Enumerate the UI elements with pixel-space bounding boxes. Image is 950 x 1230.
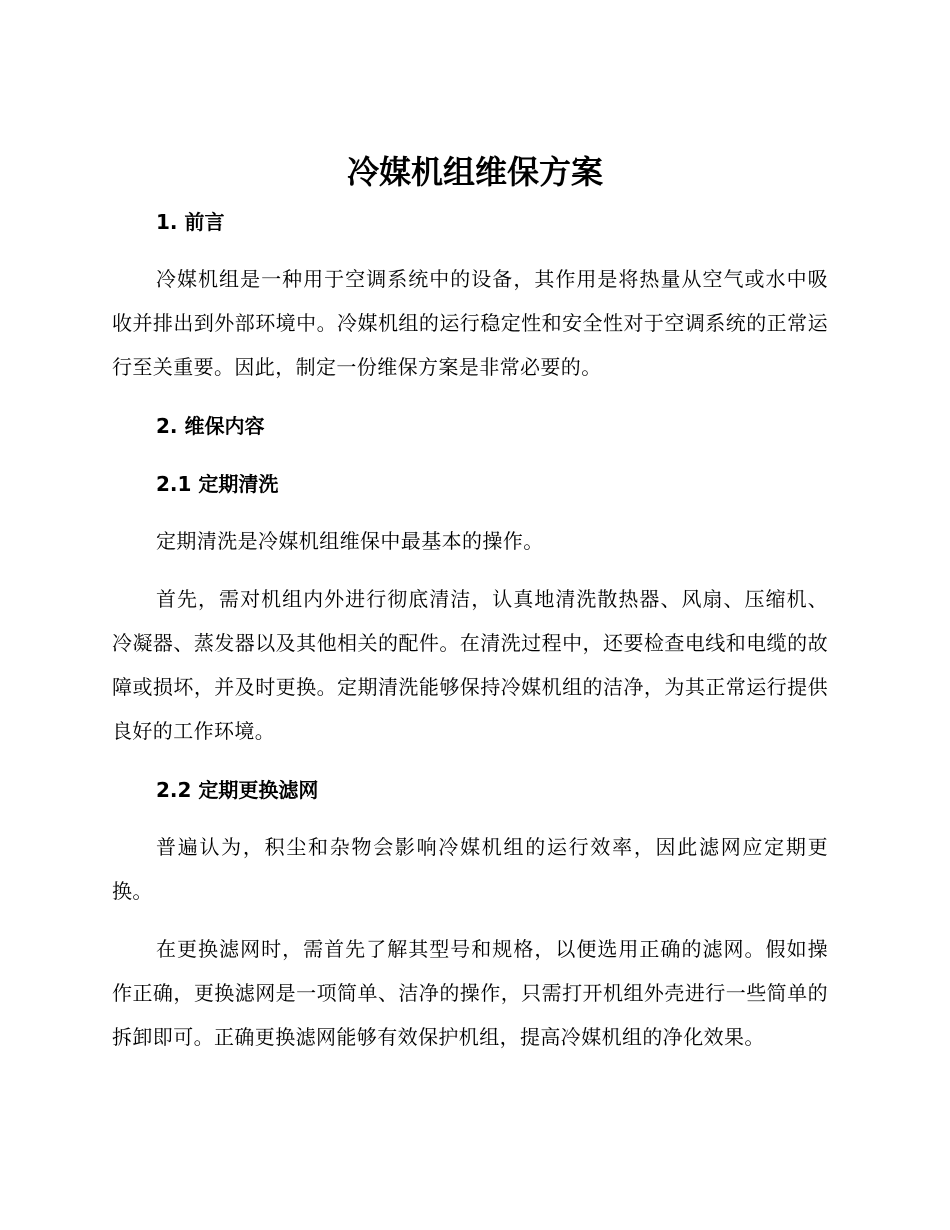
paragraph-filter-intro: 普遍认为，积尘和杂物会影响冷媒机组的运行效率，因此滤网应定期更换。 [112,835,828,903]
subsection-heading-regular-cleaning: 2.1 定期清洗 [156,472,279,496]
subsection-heading-filter-replacement: 2.2 定期更换滤网 [156,778,319,802]
section-heading-maintenance-content: 2. 维保内容 [156,414,265,438]
paragraph-cleaning-intro: 定期清洗是冷媒机组维保中最基本的操作。 [156,529,544,553]
page-title: 冷媒机组维保方案 [346,153,603,191]
paragraph-cleaning-details: 首先，需对机组内外进行彻底清洁，认真地清洗散热器、风扇、压缩机、冷凝器、蒸发器以及其他相关的配件。在清洗过程中，还要检查电线和电缆的故障或损坏，并及时更换。定期清洗能够保持冷媒机组的洁净，为其正常运行提供良好的工作环境。 [112,587,828,743]
section-heading-introduction: 1. 前言 [156,210,225,234]
paragraph-introduction: 冷媒机组是一种用于空调系统中的设备，其作用是将热量从空气或水中吸收并排出到外部环境中。冷媒机组的运行稳定性和安全性对于空调系统的正常运行至关重要。因此，制定一份维保方案是非常必要的。 [112,267,828,379]
paragraph-filter-details: 在更换滤网时，需首先了解其型号和规格，以便选用正确的滤网。假如操作正确，更换滤网是一项简单、洁净的操作，只需打开机组外壳进行一些简单的拆卸即可。正确更换滤网能够有效保护机组，提高冷媒机组的净化效果。 [112,937,828,1049]
